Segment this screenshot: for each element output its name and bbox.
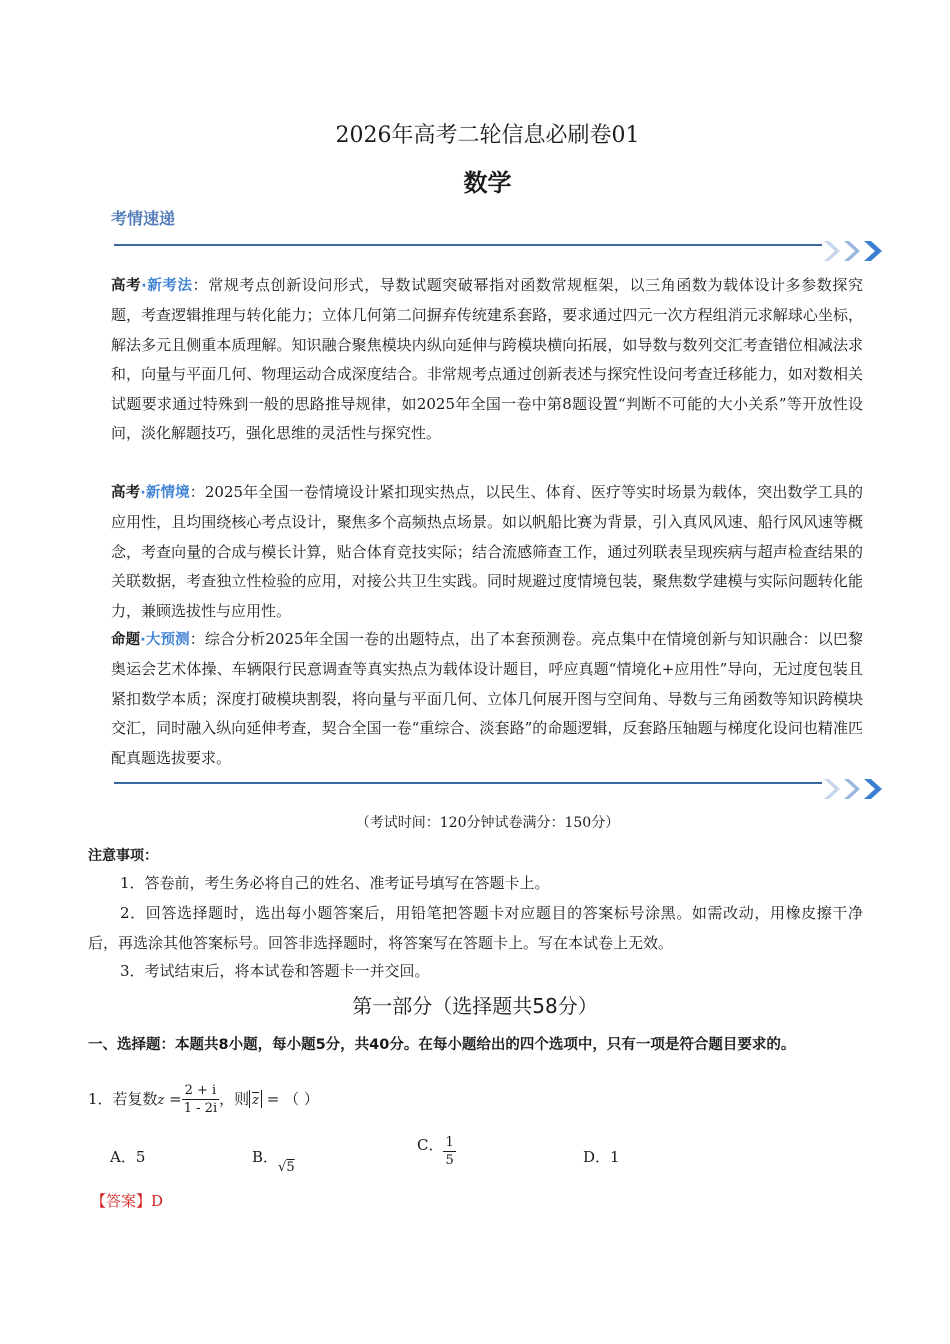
paragraph-new-method bbox=[111, 271, 863, 448]
option-label: A． bbox=[110, 1148, 136, 1166]
option-a[interactable] bbox=[110, 1146, 145, 1167]
chevrons-right-icon bbox=[822, 238, 886, 264]
paragraph-prediction bbox=[111, 625, 863, 773]
option-label: B． bbox=[252, 1148, 279, 1166]
option-value: 5 bbox=[286, 1160, 295, 1175]
fraction bbox=[443, 1134, 455, 1170]
paragraph-text: 2025年全国一卷情境设计紧扣现实热点，以民生、体育、医疗等实时场景为载体，突出数学工具的应用性，且均围绕核心考点设计，聚焦多个高频热点场景。如以帆船比赛为背景，引入真风风速、船行风风速等概念，考查向量的合成与模长计算，贴合体育竞技实际；结合流感筛查工作，通过列联表呈现疾病与超声检查结果的关联数据，考查独立性检验的应用，对接公共卫生实践。同时规避过度情境包装，聚焦数学建模与实际问题转化能力，兼顾选拔性与应用性。 bbox=[111, 483, 863, 620]
chevrons-right-icon bbox=[822, 776, 886, 802]
keyword-highlight: ·大预测 bbox=[140, 632, 190, 648]
paragraph-text: 常规考点创新设问形式，导数试题突破幂指对函数常规框架，以三角函数为载体设计多参数探究题，考查逻辑推理与转化能力；立体几何第二问摒弃传统建系套路，要求通过四元一次方程组消元求解球心坐标，解法多元且侧重本质理解。知识融合聚焦模块内纵向延伸与跨模块横向拓展，如导数与数列交汇考查错位相减法求和，向量与平面几何、物理运动合成深度结合。非常规考点通过创新表述与探究性设问考查迁移能力，如对数相关试题要求通过特殊到一般的思路推导规律，如2025年全国一卷中第8题设置“判断不可能的大小关系”等开放性设问，淡化解题技巧，强化思维的灵活性与探究性。 bbox=[111, 276, 863, 443]
answer bbox=[91, 1190, 163, 1211]
keyword-label: 高考 bbox=[111, 485, 141, 501]
option-value: 5 bbox=[135, 1148, 146, 1166]
question-mid: ，则 bbox=[219, 1090, 250, 1108]
notice-item: 2．回答选择题时，选出每小题答案后，用铅笔把答题卡对应题目的答案标号涂黑。如需改动，用橡皮擦干净后，再选涂其他答案标号。回答非选择题时，将答案写在答题卡上。写在本试卷上无效。 bbox=[88, 904, 863, 952]
top-divider bbox=[114, 244, 822, 246]
fraction bbox=[182, 1082, 219, 1118]
notice-heading: 注意事项： bbox=[88, 848, 158, 864]
modulus bbox=[249, 1090, 262, 1108]
part-title: 第一部分（选择题共58分） bbox=[352, 994, 598, 1018]
separator: ： bbox=[189, 630, 205, 648]
variable-z: z bbox=[157, 1093, 165, 1108]
keyword-label: 命题 bbox=[111, 632, 141, 648]
separator: ： bbox=[192, 276, 209, 294]
equals-sign: = bbox=[164, 1090, 182, 1108]
paragraph-new-context bbox=[111, 478, 863, 626]
fraction-numerator: 2 + i bbox=[182, 1082, 219, 1100]
keyword-label: 高考 bbox=[111, 278, 142, 294]
exam-info: （考试时间：120分钟试卷满分：150分） bbox=[355, 815, 620, 831]
fraction-denominator: 1 - 2i bbox=[183, 1101, 218, 1116]
option-value: 1 bbox=[610, 1148, 620, 1166]
paper-title: 2026年高考二轮信息必刷卷01 bbox=[335, 123, 640, 148]
keyword-highlight: ·新考法 bbox=[141, 278, 193, 294]
sqrt-icon: √ bbox=[278, 1160, 287, 1175]
option-b[interactable] bbox=[252, 1146, 295, 1175]
section-instructions: 一、选择题：本题共8小题，每小题5分，共40分。在每小题给出的四个选项中，只有一项是符合题目要求的。 bbox=[88, 1037, 796, 1053]
sqrt-value bbox=[278, 1160, 295, 1175]
answer-value: D bbox=[151, 1192, 164, 1210]
bottom-divider bbox=[114, 782, 822, 784]
conjugate-z: $\overline{z}$ bbox=[252, 1093, 259, 1108]
separator: ： bbox=[189, 483, 205, 501]
option-label: D． bbox=[583, 1148, 611, 1166]
fraction-denominator: 5 bbox=[445, 1153, 454, 1168]
question-prefix: 1．若复数 bbox=[88, 1090, 158, 1108]
notice-item: 3．考试结束后，将本试卷和答题卡一并交回。 bbox=[120, 962, 430, 980]
option-c[interactable] bbox=[417, 1134, 456, 1170]
keyword-highlight: ·新情境 bbox=[140, 485, 190, 501]
answer-label: 【答案】 bbox=[91, 1192, 152, 1210]
option-label: C． bbox=[417, 1136, 444, 1154]
option-d[interactable] bbox=[583, 1146, 620, 1167]
question-1 bbox=[88, 1082, 319, 1130]
section-heading: 考情速递 bbox=[111, 209, 176, 228]
notice-item: 1．答卷前，考生务必将自己的姓名、准考证号填写在答题卡上。 bbox=[120, 874, 550, 892]
fraction-numerator: 1 bbox=[445, 1135, 454, 1150]
subject-title: 数学 bbox=[463, 168, 512, 197]
question-tail: = （ ） bbox=[261, 1090, 319, 1108]
paragraph-text: 综合分析2025年全国一卷的出题特点，出了本套预测卷。亮点集中在情境创新与知识融合：以巴黎奥运会艺术体操、车辆限行民意调查等真实热点为载体设计题目，呼应真题“情境化+应用性”导向，无过度包装且紧扣数学本质；深度打破模块割裂，将向量与平面几何、立体几何展开图与空间角、导数与三角函数等知识跨模块交汇，同时融入纵向延伸考查，契合全国一卷“重综合、淡套路”的命题逻辑，反套路压轴题与梯度化设问也精准匹配真题选拔要求。 bbox=[111, 630, 863, 767]
